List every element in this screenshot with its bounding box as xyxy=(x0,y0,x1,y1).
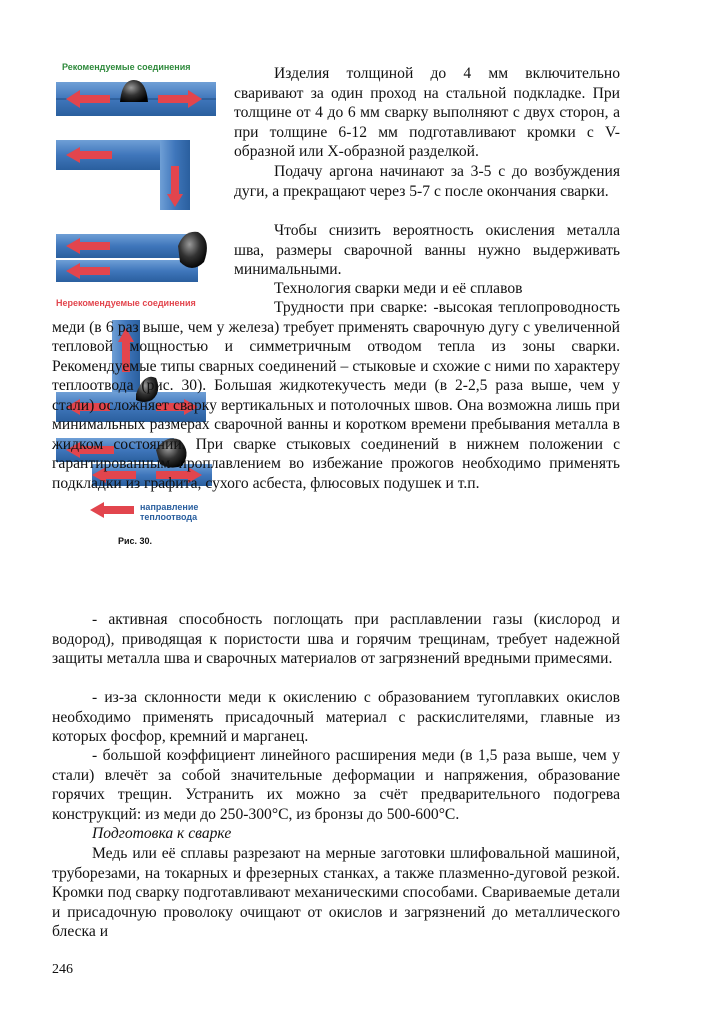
paragraph-oxidation: - из-за склонности меди к окислению с образованием тугоплавких окислов необходимо применять присадочный материал с раскислителями, главные из которых фосфор, кремний и марганец. xyxy=(52,689,620,745)
recommended-joints-label: Рекомендуемые соединения xyxy=(62,62,191,72)
paragraph-gas-absorption: - активная способность поглощать при расплавлении газы (кислород и водород), приводящая к пористости шва и горячим трещинам, требует надежной защиты металла шва и сварочных материалов от загрязнений вредными примесями. xyxy=(52,611,620,667)
subheading-preparation: Подготовка к сварке xyxy=(92,825,232,842)
lap-joint-diagram xyxy=(56,232,207,282)
page-number: 246 xyxy=(52,962,73,977)
paragraph-expansion: - большой коэффициент линейного расширения меди (в 1,5 раза выше, чем у стали) влечёт за собой значительные деформации и напряжения, образование горячих трещин. Устранить их можно за счёт предварительного подогрева конструкций: из меди до 250-300°С, из бронзы до 500-600°С. xyxy=(52,747,620,823)
legend-arrow xyxy=(90,502,134,518)
heat-direction-label-line1: направление xyxy=(140,502,199,512)
paragraph-1: Изделия толщиной до 4 мм включительно сваривают за один проход на стальной подкладке. При толщине от 4 до 6 мм сварку выполняют с двух сторон, а при толщине 6-12 мм подготавливают кромки с V-образной или X-образной разделкой. xyxy=(234,65,620,160)
corner-joint-diagram xyxy=(56,140,190,210)
paragraph-preparation: Медь или её сплавы разрезают на мерные заготовки шлифовальной машиной, труборезами, на токарных и фрезерных станках, а также плазменно-дуговой резкой. Кромки под сварку подготавливают механическими способами. Свариваемые детали и присадочную проволоку очищают от окислов и загрязнений до металлического блеска и xyxy=(52,845,620,940)
section-heading-copper-welding: Технология сварки меди и её сплавов xyxy=(274,280,523,297)
paragraph-3: Чтобы снизить вероятность окисления металла шва, размеры сварочной ванны нужно выдерживать минимальными. xyxy=(234,222,620,278)
paragraph-2: Подачу аргона начинают за 3-5 с до возбуждения дуги, а прекращают через 5-7 с после окончания сварки. xyxy=(234,163,620,200)
figure-caption: Рис. 30. xyxy=(118,536,153,546)
butt-joint-diagram xyxy=(56,80,216,116)
not-recommended-joints-label: Нерекомендуемые соединения xyxy=(56,298,196,308)
paragraph-difficulties-text: Трудности при сварке: -высокая теплопроводность меди (в 6 раз выше, чем у железа) требует применять сварочную дугу с увеличенной тепловой мощностью и симметричным отводом тепла из зоны сварки. Рекомендуемые типы сварных соединений – стыковые и схожие с ними по характеру теплоотвода (рис. 30). Большая жидкотекучесть меди (в 2-2,5 раза выше, чем у стали) осложняет сварку вертикальных и потолочных швов. Она возможна лишь при минимальных размерах сварочной ванны и коротком времени пребывания металла в жидком состоянии. При сварке стыковых соединений в нижнем положении с гарантированным проплавлением во избежание прожогов необходимо применять подкладки из графита, сухого асбеста, флюсовых подушек и т.п. xyxy=(52,299,620,492)
heat-direction-label-line2: теплоотвода xyxy=(140,512,198,522)
